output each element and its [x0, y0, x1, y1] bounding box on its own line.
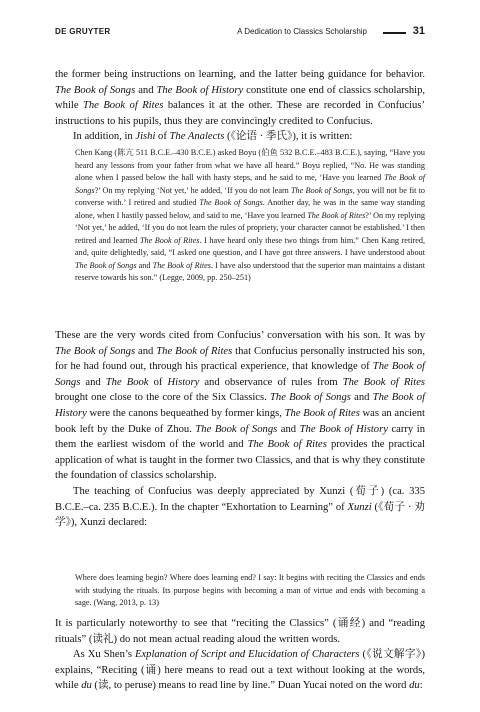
publisher-name: DE GRUYTER [55, 27, 111, 36]
paragraph-4: The teaching of Confucius was deeply appreciated by Xunzi (荀子) (ca. 335 B.C.E.–ca. 235 B.C.E.). In the chapter “Exhortation to Learning” of Xunzi (《荀子 · 劝学》), Xunzi declared: [55, 485, 426, 529]
paragraph-6: As Xu Shen’s Explanation of Script and Elucidation of Characters (《说文解字》) explains, “Reciting (诵) here means to read out a text without looking at the words, while du (读, to peruse) means to read line by line.” Duan Yucai noted on the word du: [55, 649, 425, 692]
running-title: A Dedication to Classics Scholarship [237, 27, 367, 36]
header-rule [383, 32, 406, 34]
paragraph-1: the former being instructions on learning, and the latter being guidance for behavior. The Book of Songs and The Book of History constitute one end of classics scholarship, while The Book of Rites balances it at the other. These are recorded in Confucius’ instructions to his pupils, thus they are convincingly credited to Confucius. In addition, in Jishi of The Analects (《论语 · 季氏》), it is written: [55, 67, 425, 145]
page-number: 31 [412, 25, 425, 37]
paragraph-5: It is particularly noteworthy to see that “reciting the Classics” (诵经) and “reading rituals” (读礼) do not mean actual reading aloud the written words. As Xu Shen’s Explanation of Script and Elucidation of Characters (《说文解字》) explains, “Reciting (诵) here means to read out a text without looking at the words, while du (读, to peruse) means to read line by line.” Duan Yucai noted on the word du: [55, 616, 425, 694]
block-quote-xunzi: Where does learning begin? Where does learning end? I say: It begins with reciting the Classics and ends with studying the rituals. Its purpose begins with becoming a man of virtue and ends with becoming a sage. (Wang, 2013, p. 13) [75, 573, 425, 607]
paragraph-2: In addition, in Jishi of The Analects (《论语 · 季氏》), it is written: [73, 131, 353, 143]
paragraph-3: These are the very words cited from Confucius’ conversation with his son. It was by The Book of Songs and The Book of Rites that Confucius personally instructed his son, for he had found out, through his practical experience, that knowledge of The Book of Songs and The Book of History and observance of rules from The Book of Rites brought one close to the core of the Six Classics. The Book of Songs and The Book of History were the canons bequeathed by former kings, The Book of Rites was an ancient book left by the Duke of Zhou. The Book of Songs and The Book of History carry in them the earliest wisdom of the world and The Book of Rites provides the practical application of what is taught in the former two Classics, and that is why they constitute the foundation of classics scholarship. The teaching of Confucius was deeply appreciated by Xunzi (荀子) (ca. 335 B.C.E.–ca. 235 B.C.E.). In the chapter “Exhortation to Learning” of Xunzi (《荀子 · 劝学》), Xunzi declared: [55, 328, 425, 531]
block-quote-analects: Chen Kang (陈亢 511 B.C.E.–430 B.C.E.) asked Boyu (伯鱼 532 B.C.E.–483 B.C.E.), saying, “Have you heard any lessons from your father from what we have all heard.” Boyu replied, “No. He was standing alone when I passed below the hall with hasty steps, and he said to me, ‘Have you learned The Book of Songs?’ On my replying ‘Not yet,’ he added, ‘If you do not learn The Book of Songs, you will not be fit to converse with.’ I retired and studied The Book of Songs. Another day, he was in the same way standing alone, when I hastily passed below, and said to me, ‘Have you learned The Book of Rites?’ On my replying ‘Not yet,’ he added, ‘If you do not learn the rules of propriety, your character cannot be established.’ I then retired and learned The Book of Rites. I have heard only these two things from him.” Chen Kang retired, and, quite delightedly, said, “I asked one question, and I have got three answers. I have understood about The Book of Songs and The Book of Rites. I have also understood that the superior man maintains a distant reserve towards his son.” (Legge, 2009, pp. 250–251) [75, 148, 425, 282]
running-header [55, 25, 425, 41]
